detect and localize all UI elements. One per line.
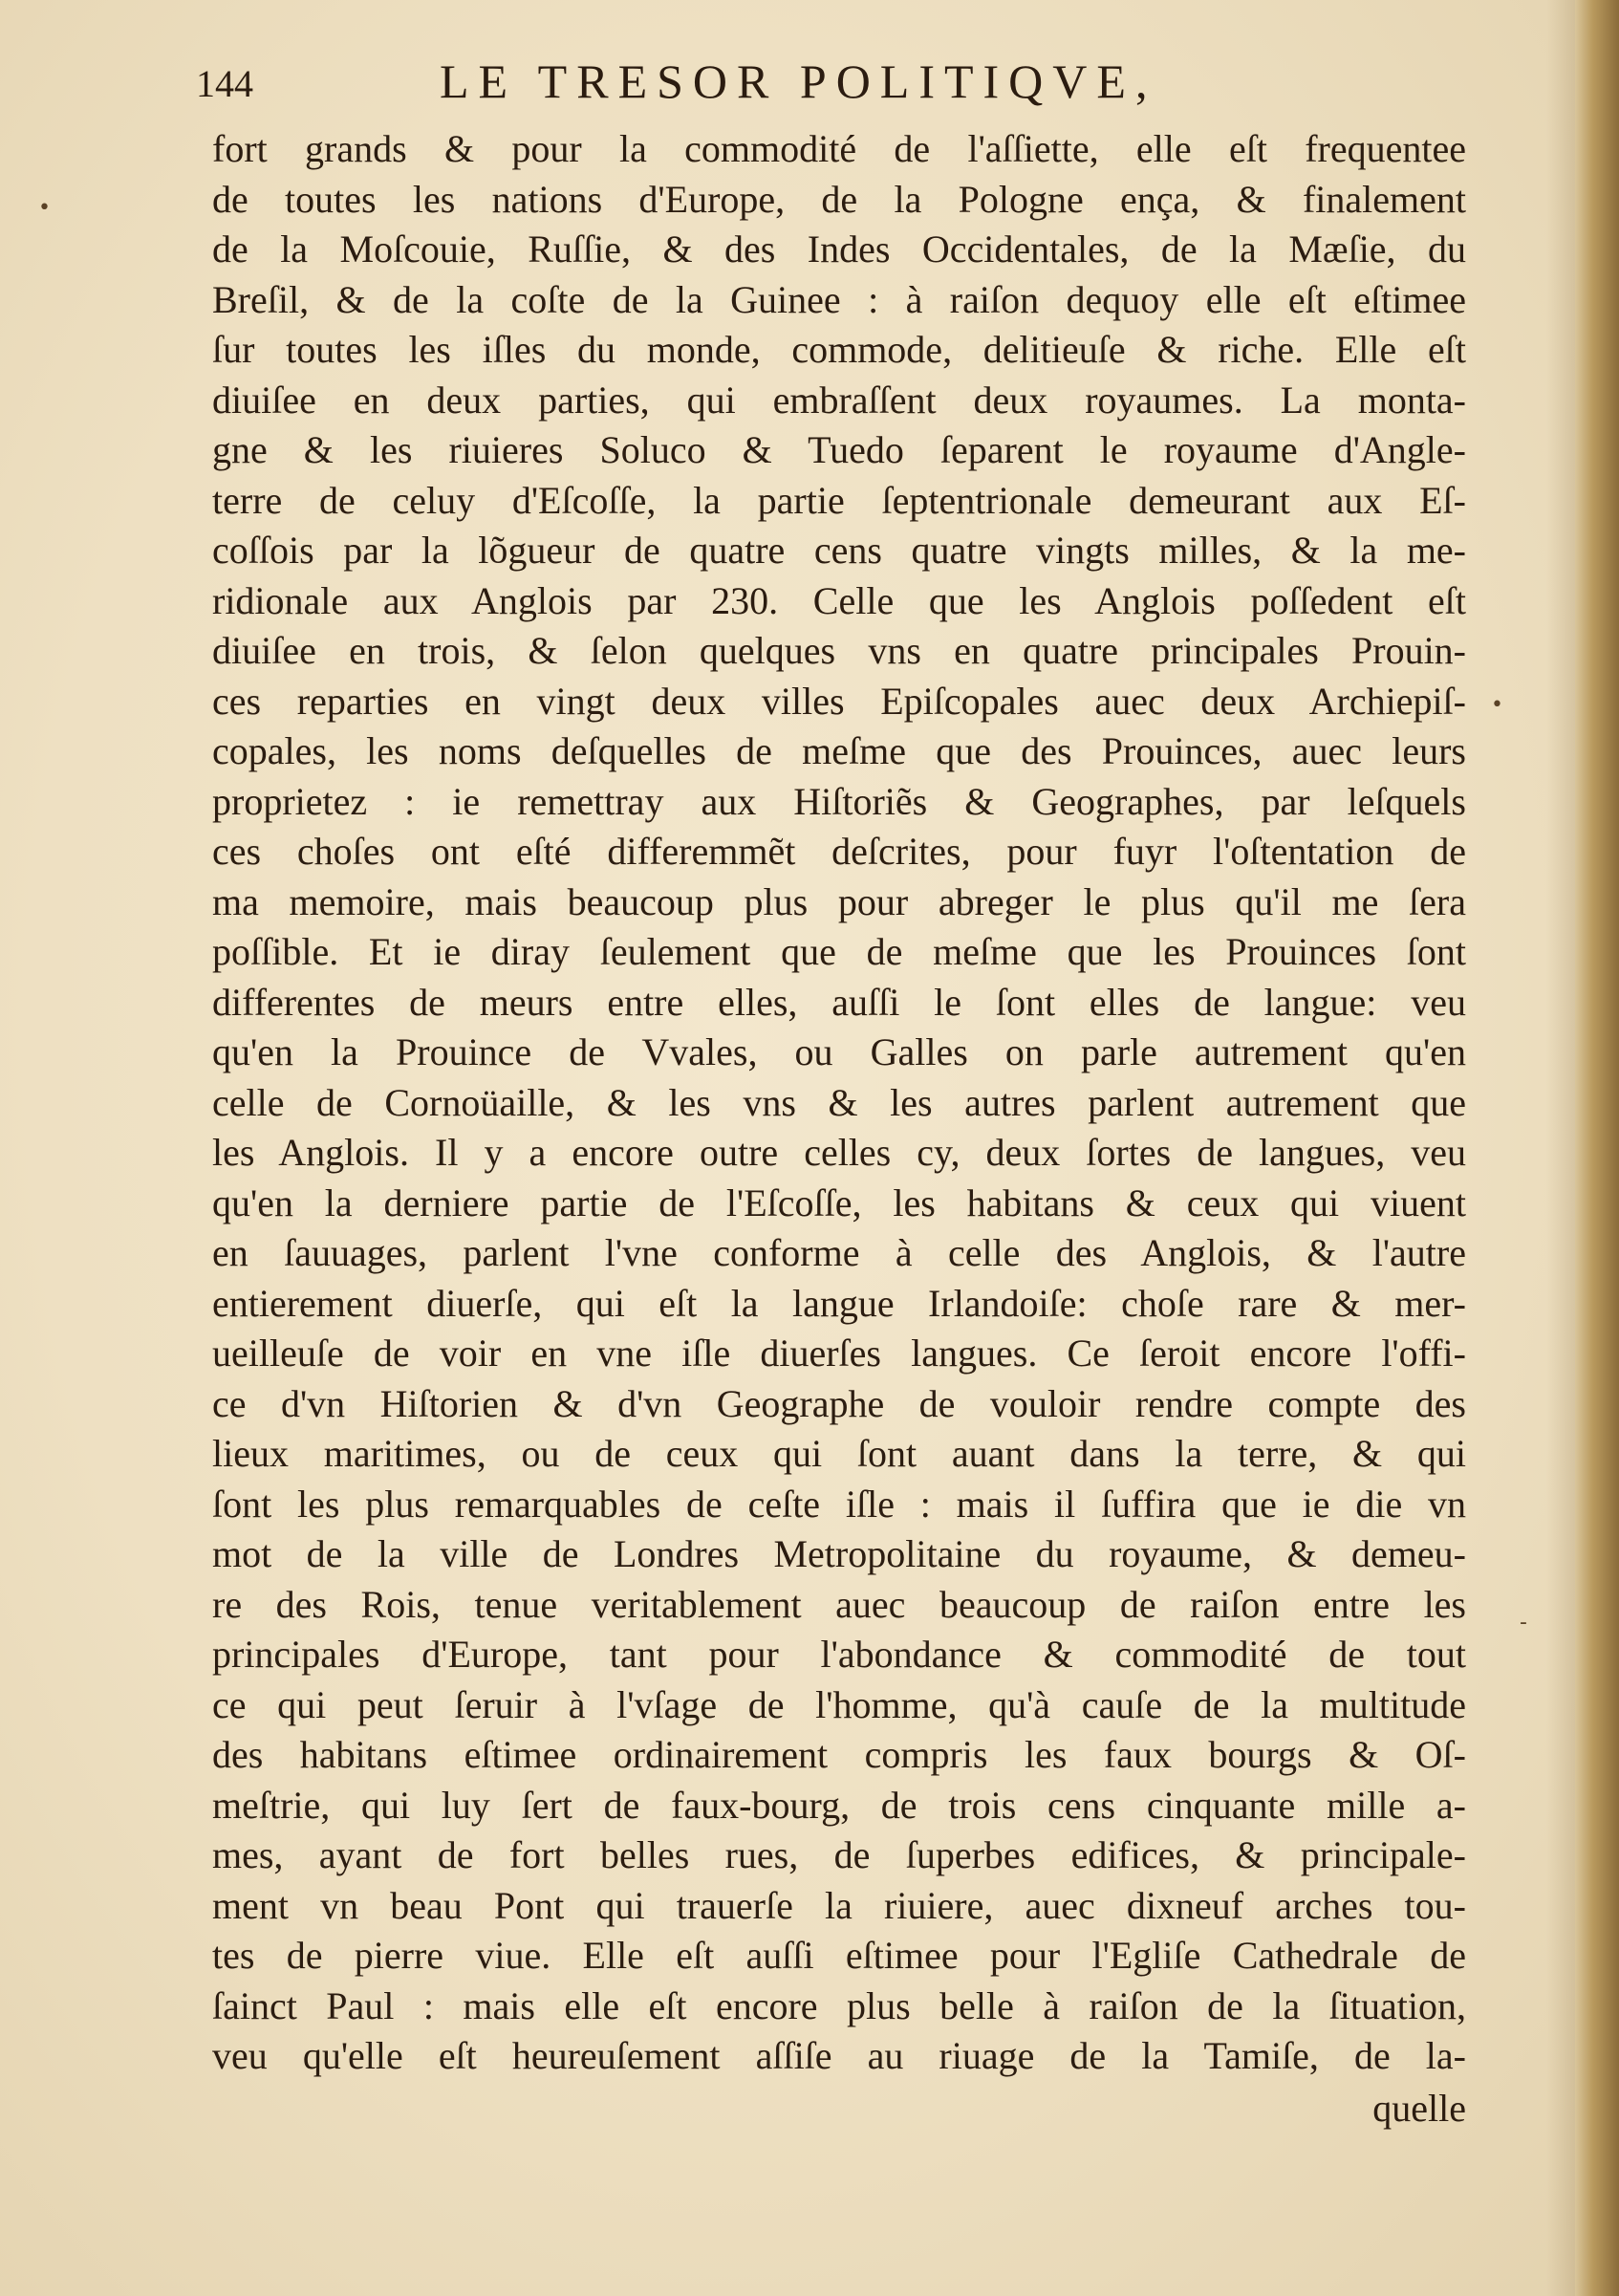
text-line: gne & les riuieres Soluco & Tuedo ſeparent le royaume d'Angle- [212, 428, 1466, 471]
text-line: coſſois par la lõgueur de quatre cens quatre vingts milles, & la me- [212, 529, 1466, 572]
gutter-shadow [1546, 0, 1575, 2296]
text-line: principales d'Europe, tant pour l'abondance & commodité de tout [212, 1633, 1466, 1676]
text-line: en ſauuages, parlent l'vne conforme à celle des Anglois, & l'autre [212, 1231, 1466, 1274]
text-line: copales, les noms deſquelles de meſme que des Prouinces, auec leurs [212, 729, 1466, 772]
text-line: ce d'vn Hiſtorien & d'vn Geographe de vouloir rendre compte des [212, 1381, 1466, 1425]
text-line: ces choſes ont eſté differemmẽt deſcrites, pour fuyr l'oſtentation de [212, 830, 1466, 873]
text-line: ſur toutes les iſles du monde, commode, delitieuſe & riche. Elle eſt [212, 328, 1466, 371]
text-line: tes de pierre viue. Elle eſt auſſi eſtimee pour l'Egliſe Cathedrale de [212, 1934, 1466, 1977]
text-line: ueilleuſe de voir en vne iſle diuerſes langues. Ce ſeroit encore l'offi- [212, 1332, 1466, 1375]
text-line: ſont les plus remarquables de ceſte iſle : mais il ſuffira que ie die vn [212, 1482, 1466, 1526]
text-line: de la Moſcouie, Ruſſie, & des Indes Occidentales, de la Mæſie, du [212, 227, 1466, 271]
text-line: ces reparties en vingt deux villes Epiſcopales auec deux Archiepiſ- [212, 679, 1466, 723]
text-line: qu'en la derniere partie de l'Eſcoſſe, les habitans & ceux qui viuent [212, 1180, 1466, 1224]
text-line: des habitans eſtimee ordinairement compris les faux bourgs & Oſ- [212, 1733, 1466, 1776]
text-line: ma memoire, mais beaucoup plus pour abreger le plus qu'il me ſera [212, 879, 1466, 923]
margin-speck-mark: • [1491, 693, 1503, 717]
page-header [196, 54, 1477, 122]
text-line: terre de celuy d'Eſcoſſe, la partie ſeptentrionale demeurant aux Eſ- [212, 478, 1466, 522]
text-line: de toutes les nations d'Europe, de la Pologne ença, & finalement [212, 177, 1466, 221]
text-line: veu qu'elle eſt heureuſement aſſiſe au riuage de la Tamiſe, de la- [212, 2034, 1466, 2077]
book-spine-edge [1575, 0, 1619, 2296]
text-line: Breſil, & de la coſte de la Guinee : à raiſon dequoy elle eſt eſtimee [212, 277, 1466, 321]
text-line: fort grands & pour la commodité de l'aſſiette, elle eſt frequentee [212, 127, 1466, 170]
text-line: qu'en la Prouince de Vvales, ou Galles on parle autrement qu'en [212, 1030, 1466, 1073]
text-line: les Anglois. Il y a encore outre celles cy, deux ſortes de langues, veu [212, 1131, 1466, 1174]
text-line: lieux maritimes, ou de ceux qui ſont auant dans la terre, & qui [212, 1432, 1466, 1475]
margin-speck-mark: - [1520, 1611, 1527, 1635]
catchword: quelle [1372, 2087, 1466, 2130]
margin-speck-mark: • [38, 196, 51, 220]
text-line: poſſible. Et ie diray ſeulement que de meſme que les Prouinces ſont [212, 930, 1466, 973]
text-line: ridionale aux Anglois par 230. Celle que les Anglois poſſedent eſt [212, 578, 1466, 622]
text-line: diuiſee en deux parties, qui embraſſent deux royaumes. La monta- [212, 378, 1466, 422]
text-line: ce qui peut ſeruir à l'vſage de l'homme, qu'à cauſe de la multitude [212, 1682, 1466, 1726]
text-line: entierement diuerſe, qui eſt la langue Irlandoiſe: choſe rare & mer- [212, 1281, 1466, 1325]
text-line: re des Rois, tenue veritablement auec beaucoup de raiſon entre les [212, 1582, 1466, 1626]
text-line: ment vn beau Pont qui trauerſe la riuiere, auec dixneuf arches tou- [212, 1883, 1466, 1927]
body-text [212, 124, 1466, 2082]
text-line: mot de la ville de Londres Metropolitaine du royaume, & demeu- [212, 1532, 1466, 1575]
page-number: 144 [196, 62, 253, 105]
text-line: celle de Cornoüaille, & les vns & les autres parlent autrement que [212, 1080, 1466, 1124]
text-line: meſtrie, qui luy ſert de faux-bourg, de trois cens cinquante mille a- [212, 1783, 1466, 1827]
text-line: differentes de meurs entre elles, auſſi le ſont elles de langue: veu [212, 980, 1466, 1024]
text-line: ſainct Paul : mais elle eſt encore plus belle à raiſon de la ſituation, [212, 1983, 1466, 2027]
running-title: LE TRESOR POLITIQVE, [440, 54, 1157, 108]
text-line: mes, ayant de fort belles rues, de ſuperbes edifices, & principale- [212, 1833, 1466, 1876]
text-line: diuiſee en trois, & ſelon quelques vns en quatre principales Prouin- [212, 629, 1466, 672]
text-line: proprietez : ie remettray aux Hiſtoriẽs & Geographes, par leſquels [212, 779, 1466, 823]
